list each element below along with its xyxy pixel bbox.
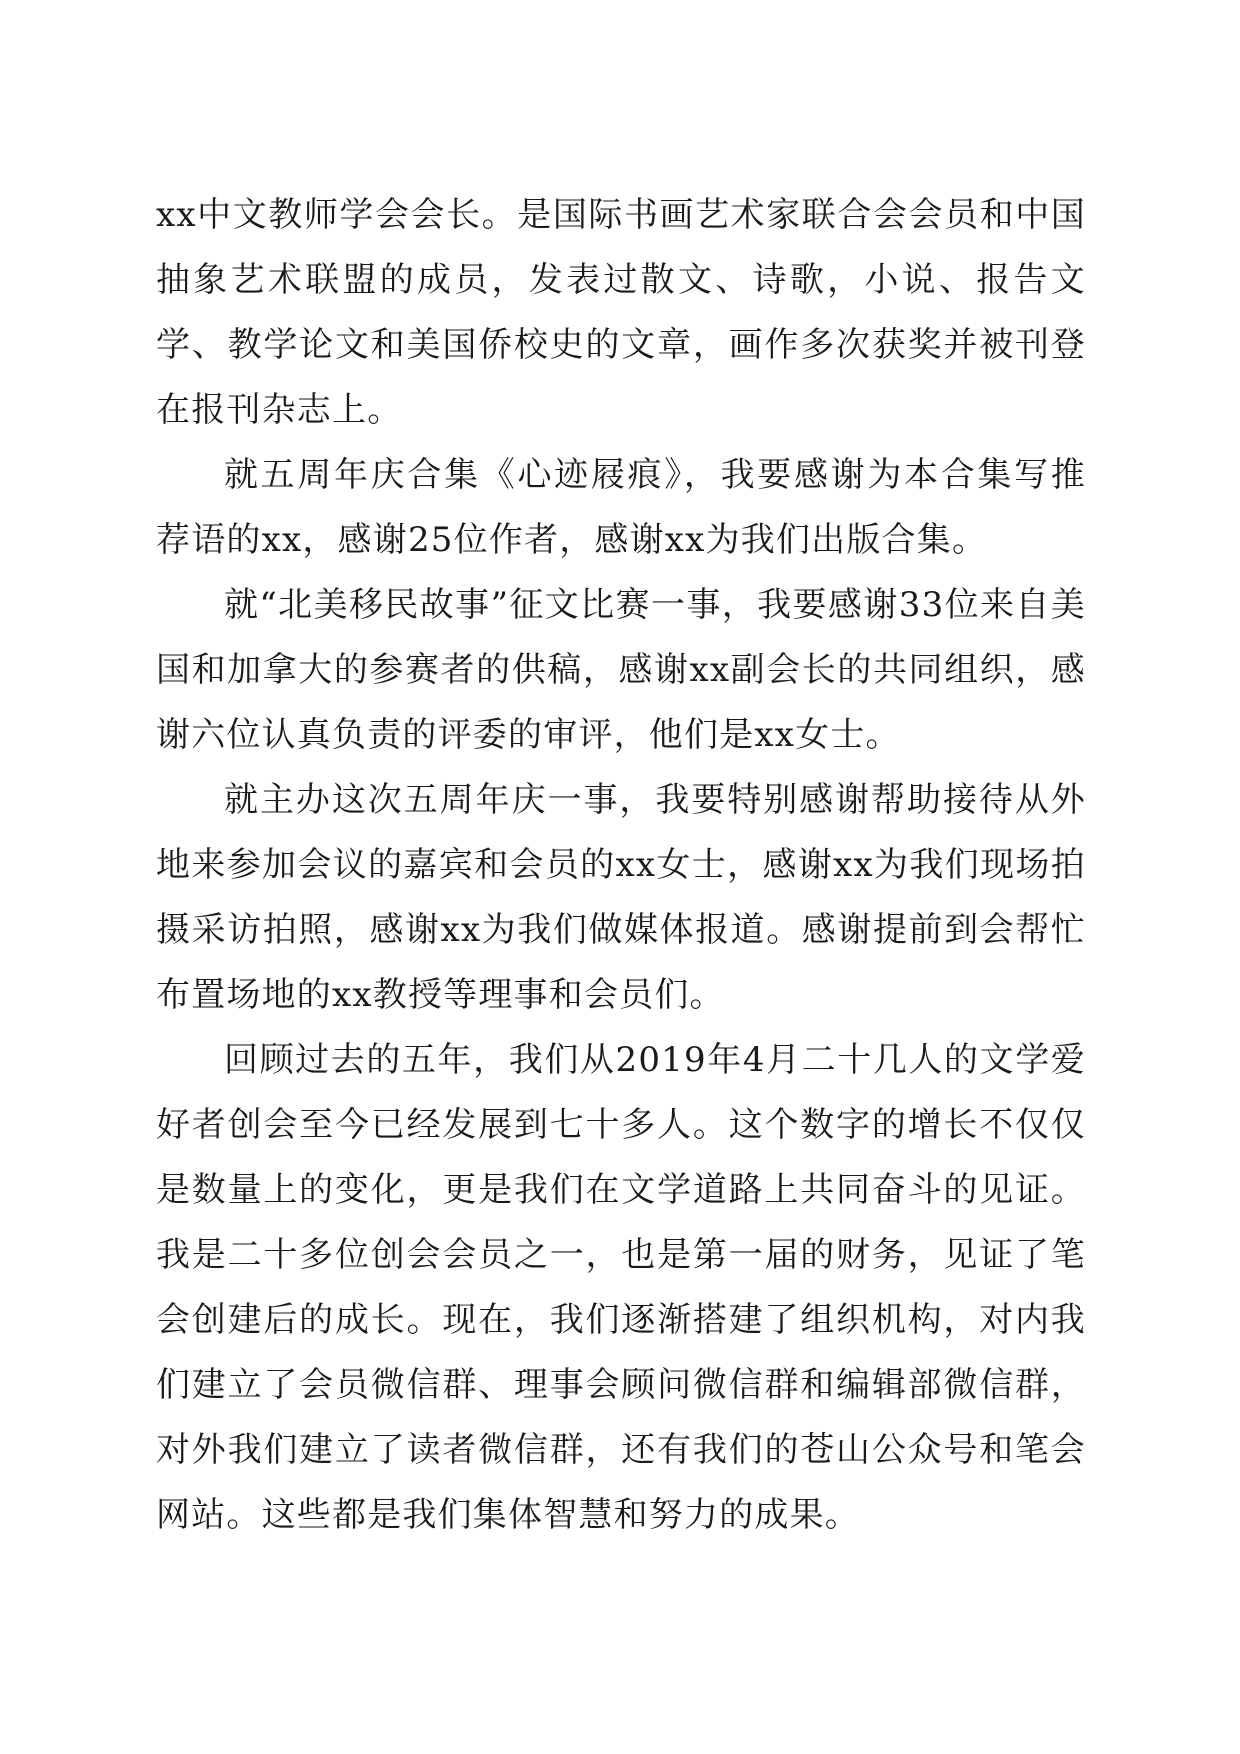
paragraph-event-hosting-thanks: 就主办这次五周年庆一事，我要特别感谢帮助接待从外地来参加会议的嘉宾和会员的xx女士，感谢xx为我们现场拍摄采访拍照，感谢xx为我们做媒体报道。感谢提前到会帮忙布置场地的xx教授等理事和会员们。 [156, 780, 1086, 1015]
paragraph-five-year-review: 回顾过去的五年，我们从2019年4月二十几人的文学爱好者创会至今已经发展到七十多人。这个数字的增长不仅仅是数量上的变化，更是我们在文学道路上共同奋斗的见证。我是二十多位创会会员之一，也是第一届的财务，见证了笔会创建后的成长。现在，我们逐渐搭建了组织机构，对内我们建立了会员微信群、理事会顾问微信群和编辑部微信群，对外我们建立了读者微信群，还有我们的苍山公众号和笔会网站。这些都是我们集体智慧和努力的成果。 [156, 1040, 1086, 1535]
paragraph-bio-continuation: xx中文教师学会会长。是国际书画艺术家联合会会员和中国抽象艺术联盟的成员，发表过散文、诗歌，小说、报告文学、教学论文和美国侨校史的文章，画作多次获奖并被刊登在报刊杂志上。 [156, 195, 1086, 430]
paragraph-anthology-thanks: 就五周年庆合集《心迹屐痕》，我要感谢为本合集写推荐语的xx，感谢25位作者，感谢xx为我们出版合集。 [156, 455, 1086, 560]
document-body [156, 183, 1086, 1548]
paragraph-essay-contest-thanks: 就“北美移民故事”征文比赛一事，我要感谢33位来自美国和加拿大的参赛者的供稿，感谢xx副会长的共同组织，感谢六位认真负责的评委的审评，他们是xx女士。 [156, 585, 1086, 755]
